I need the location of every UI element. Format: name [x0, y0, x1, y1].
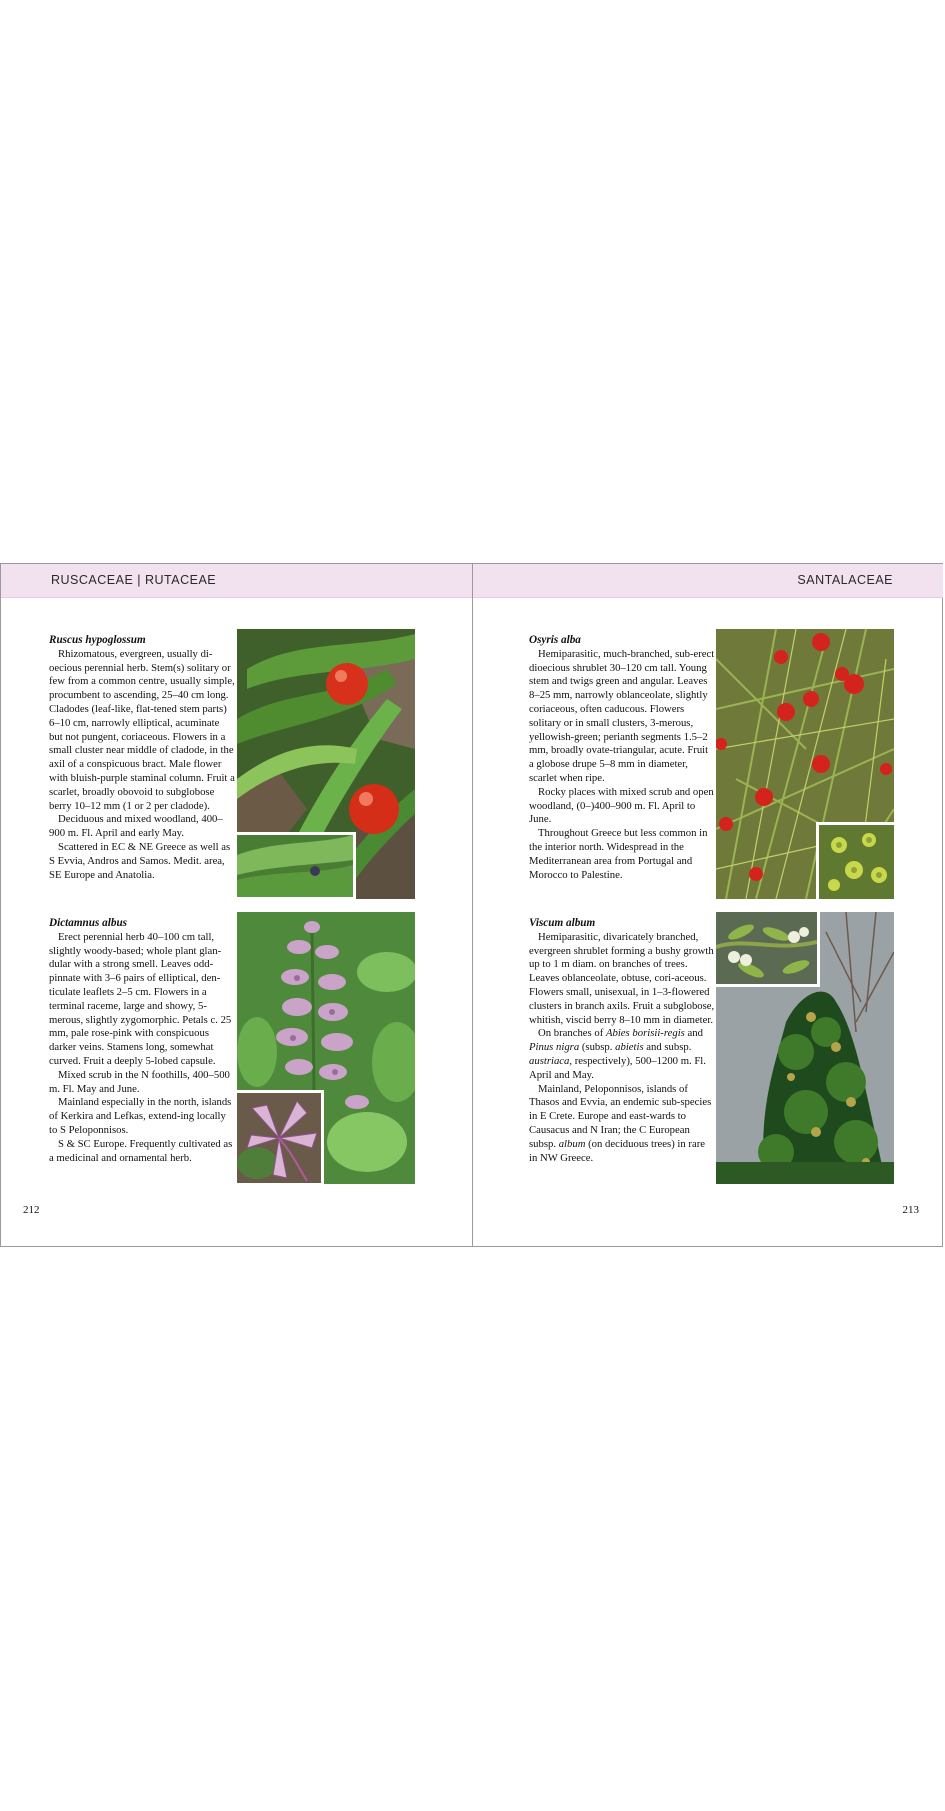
entry-ruscus-hypoglossum [49, 634, 235, 882]
distribution: Scattered in EC & NE Greece as well as S Evvia, Andros and Samos. Medit. area, SE Europe and Anatolia. [49, 840, 231, 881]
habitat: Mixed scrub in the N foothills, 400–500 m. Fl. May and June. [49, 1068, 230, 1095]
viscum-photo [716, 912, 894, 1184]
page-number: 213 [902, 1204, 919, 1216]
description: Rhizomatous, evergreen, usually di-oecious perennial herb. Stem(s) solitary or few from a common centre, usually simple, procumbent to ascending, 25–40 cm long. Cladodes (leaf-like, flat-tened stem parts) 6–10 cm, narrowly elliptical, acuminate but not pungent, coriaceous. Flowers in a small cluster near middle of cladode, in the axil of a conspicuous bract. Male flower with bluish-purple staminal column. Fruit a scarlet, broadly obovoid to subglobose berry 10–12 mm (1 or 2 per cladode). [49, 647, 235, 812]
entry-viscum-album [529, 917, 715, 1165]
right-page-header [473, 564, 943, 598]
left-page-header [1, 564, 472, 598]
right-page [473, 564, 943, 1246]
family-heading: RUSCACEAE | RUTACEAE [51, 573, 217, 587]
species-title: Dictamnus albus [49, 917, 128, 929]
habitat: Deciduous and mixed woodland, 400–900 m. Fl. April and early May. [49, 813, 223, 840]
species-title: Viscum album [529, 917, 596, 929]
family-heading: SANTALACEAE [797, 573, 893, 587]
osyris-flower-inset [816, 822, 894, 899]
ruscus-photo [237, 629, 415, 899]
entry-dictamnus-albus [49, 917, 235, 1165]
habitat: Rocky places with mixed scrub and open woodland, (0–)400–900 m. Fl. April to June. [529, 785, 714, 826]
entry-osyris-alba [529, 634, 715, 882]
left-page [1, 564, 473, 1246]
dictamnus-photo [237, 912, 415, 1184]
species-title: Osyris alba [529, 634, 581, 646]
species-title: Ruscus hypoglossum [49, 634, 146, 646]
viscum-berry-inset [716, 912, 820, 987]
habitat: On branches of Abies borisii-regis and Pinus nigra (subsp. abietis and subsp. austriaca, respectively), 500–1200 m. Fl. April and May. [529, 1027, 706, 1081]
dictamnus-flower-inset [237, 1090, 324, 1184]
description: Hemiparasitic, much-branched, sub-erect dioecious shrublet 30–120 cm tall. Young stem and twigs green and angular. Leaves 8–25 mm, narrowly oblanceolate, slightly coriaceous, often caducous. Flowers solitary or in small clusters, 3-merous, yellowish-green; perianth segments 1.5–2 mm, broadly ovate-triangular, acute. Fruit a globose drupe 5–8 mm in diameter, scarlet when ripe. [529, 647, 715, 784]
description: Hemiparasitic, divaricately branched, evergreen shrublet forming a bushy growth up to 1 m diam. on branches of trees. Leaves oblanceolate, obtuse, cori-aceous. Flowers small, unisexual, in 1–3-flowered clusters in branch axils. Fruit a subglobose, whitish, viscid berry 8–10 mm in diameter. [529, 930, 715, 1026]
book-spread [0, 563, 943, 1247]
distribution: Mainland especially in the north, islands of Kerkira and Lefkas, extend-ing locally to S Peloponnisos. [49, 1096, 232, 1136]
description: Erect perennial herb 40–100 cm tall, slightly woody-based; whole plant glan-dular with a strong smell. Leaves odd-pinnate with 3–6 pairs of elliptical, den-ticulate leaflets 2–5 cm. Flowers in a terminal raceme, large and showy, 5-merous, slightly zygomorphic. Petals c. 25 mm, pale rose-pink with conspicuous darker veins. Stamens long, somewhat curved. Fruit a deeply 5-lobed capsule. [49, 930, 232, 1067]
range-note: S & SC Europe. Frequently cultivated as a medicinal and ornamental herb. [49, 1137, 233, 1164]
ruscus-flower-inset [237, 832, 356, 899]
osyris-photo [716, 629, 894, 899]
page-number: 212 [23, 1204, 40, 1216]
distribution: Mainland, Peloponnisos, islands of Thasos and Evvia, an endemic sub-species in E Crete. Europe and east-wards to Causacus and N Iran; the C European subsp. album (on deciduous trees) in rare in NW Greece. [529, 1082, 712, 1164]
distribution: Throughout Greece but less common in the interior north. Widespread in the Mediterranean area from Portugal and Morocco to Palestine. [529, 827, 708, 881]
